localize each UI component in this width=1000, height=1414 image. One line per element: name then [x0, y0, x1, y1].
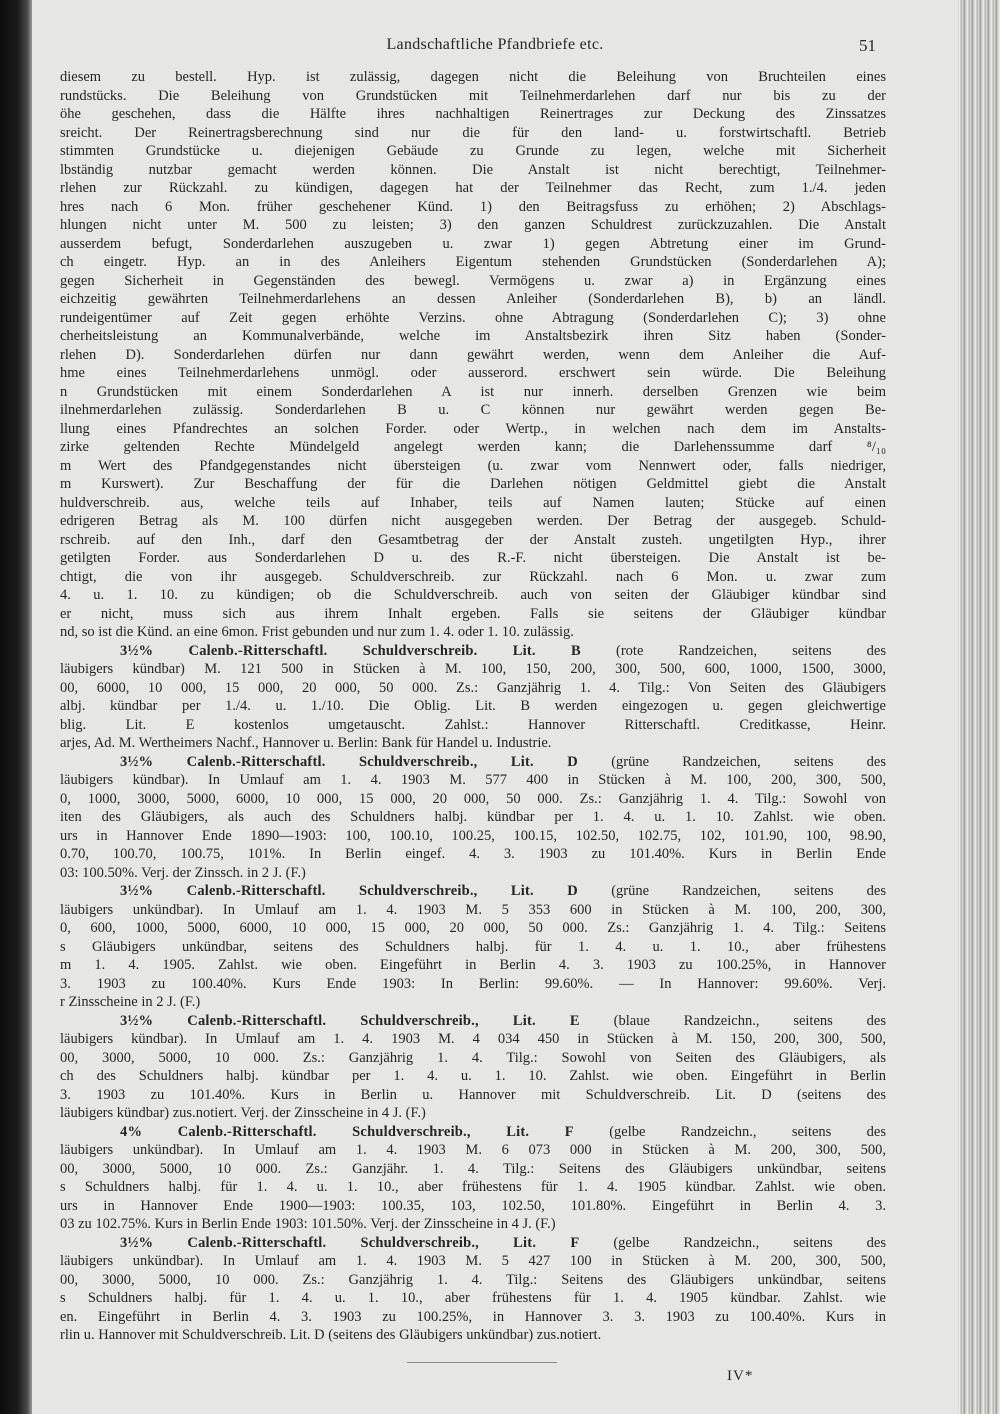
- text-line: 03 zu 102.75%. Kurs in Berlin Ende 1903: 101.50%. Verj. der Zinsscheine in 4 J. (F.): [60, 1216, 556, 1232]
- text-line: läubigers kündbar). In Umlauf am 1. 4. 1903 M. 4 034 450 in Stücken à M. 150, 200, 300, 500,: [60, 1031, 886, 1047]
- bond-heading-rest: (grüne Randzeichen, seitens des: [577, 883, 886, 899]
- bond-heading: [60, 642, 886, 661]
- text-line: urs in Hannover Ende 1890—1903: 100, 100.10, 100.25, 100.15, 102.50, 102.75, 102, 101.90, 100, 98.90,: [60, 827, 886, 844]
- text-line: läubigers kündbar) M. 121 500 in Stücken à M. 100, 150, 200, 300, 500, 600, 1000, 1500, 3000,: [60, 661, 886, 677]
- text-line: s Schuldners halbj. für 1. 4. u. 1. 10., aber frühestens für 1. 4. 1905 kündbar. Zahlst. wie: [60, 1290, 886, 1306]
- bond-title: 3½% Calenb.-Ritterschaftl. Schuldverschreib., Lit. D: [120, 753, 578, 770]
- bond-title: 3½% Calenb.-Ritterschaftl. Schuldverschreib., Lit. E: [120, 1012, 580, 1029]
- text-line: m Kurswert). Zur Beschaffung der für die Darlehen nötigen Geldmittel giebt die Anstalt: [60, 476, 886, 492]
- text-line: 0.70, 100.70, 100.75, 101%. In Berlin eingef. 4. 3. 1903 zu 101.40%. Kurs in Berlin Ende: [60, 846, 886, 862]
- text-line: llung eines Pfandrechtes an solchen Forder. oder Wertp., in welchen nach dem im Anstalts-: [60, 420, 886, 437]
- page-header: [32, 36, 958, 60]
- text-line: diesem zu bestell. Hyp. ist zulässig, dagegen nicht die Beleihung von Bruchteilen eines: [60, 69, 886, 85]
- text-line: läubigers unkündbar). In Umlauf am 1. 4. 1903 M. 5 427 100 in Stücken à M. 200, 300, 500,: [60, 1253, 886, 1269]
- text-line: huldverschreib. aus, welche teils auf Inhaber, teils auf Namen lauten; Stücke auf einen: [60, 494, 886, 511]
- text-line: m Wert des Pfandgegenstandes nicht übersteigen (u. zwar vom Nennwert oder, falls niedriger,: [60, 457, 886, 474]
- bond-heading: [60, 753, 886, 772]
- text-line: er nicht, muss sich aus ihrem Inhalt ergeben. Falls sie seitens der Gläubiger kündbar: [60, 605, 886, 622]
- text-line: 03: 100.50%. Verj. der Zinssch. in 2 J. (F.): [60, 864, 306, 881]
- text-line: rlehen zur Rückzahl. zu kündigen, dagegen hat der Teilnehmer das Recht, zum 1./4. jeden: [60, 180, 886, 196]
- text-line: rschreib. auf den Inh., darf den Gesamtbetrag der der Anstalt zusteh. ungetilgten Hyp., ihrer: [60, 531, 886, 548]
- bond-heading: [60, 1012, 886, 1031]
- text-line: chtigt, die von ihr ausgegeb. Schuldverschreib. zur Rückzahl. nach 6 Mon. u. zwar zum: [60, 568, 886, 585]
- text-line: lbständig nutzbar gemacht werden können. Die Anstalt ist nicht berechtigt, Teilnehmer-: [60, 161, 886, 178]
- bond-title: 3½% Calenb.-Ritterschaftl. Schuldverschreib. Lit. B: [120, 642, 581, 659]
- text-line: rundstücks. Die Beleihung von Grundstücken mit Teilnehmerdarlehen darf nur bis zu der: [60, 87, 886, 104]
- text-line: s Schuldners halbj. für 1. 4. u. 1. 10., aber frühestens für 1. 4. 1905 kündbar. Zahlst. wie oben.: [60, 1179, 886, 1195]
- text-line: 00, 3000, 5000, 10 000. Zs.: Ganzjährig 1. 4. Tilg.: Sowohl von Seiten des Gläubigers, als: [60, 1049, 886, 1066]
- text-line: 00, 3000, 5000, 10 000. Zs.: Ganzjährig 1. 4. Tilg.: Seitens des Gläubigers unkündbar, seitens: [60, 1271, 886, 1288]
- text-line: stimmten Grundstücke u. diejenigen Gebäude zu Grunde zu legen, welche mit Sicherheit: [60, 143, 886, 159]
- text-line: albj. kündbar per 1./4. u. 1./10. Die Oblig. Lit. B werden eingezogen u. gegen gleichwertige: [60, 698, 886, 714]
- text-line: läubigers unkündbar). In Umlauf am 1. 4. 1903 M. 6 073 000 in Stücken à M. 200, 300, 500,: [60, 1142, 886, 1158]
- text-line: ch eingetr. Hyp. an in des Anleihers Eigentum stehenden Grundstücken (Sonderdarlehen A);: [60, 254, 886, 270]
- page: [32, 0, 958, 1414]
- text-column: [60, 68, 886, 1345]
- text-line: 0, 600, 1000, 5000, 6000, 10 000, 15 000, 20 000, 50 000. Zs.: Ganzjährig 1. 4. Tilg.: Seitens: [60, 920, 886, 936]
- scan-left-edge: [0, 0, 32, 1414]
- text-line: zirke geltenden Rechte Mündelgeld angelegt werden kann; die Darlehenssumme darf ⁸/₁₀: [60, 439, 886, 455]
- text-line: läubigers kündbar) zus.notiert. Verj. der Zinsscheine in 4 J. (F.): [60, 1105, 426, 1121]
- bond-title: 3½% Calenb.-Ritterschaftl. Schuldverschreib., Lit. D: [120, 883, 578, 899]
- text-line: gegen Sicherheit in Gegenständen des bewegl. Vermögens u. zwar a) in Ergänzung eines: [60, 272, 886, 289]
- text-line: 4. u. 1. 10. zu kündigen; ob die Schuldverschreib. auch von seiten der Gläubiger kündbar sind: [60, 587, 886, 603]
- bond-heading-rest: (rote Randzeichen, seitens des: [580, 642, 886, 659]
- text-line: blig. Lit. E kostenlos umgetauscht. Zahlst.: Hannover Ritterschaftl. Creditkasse, Heinr.: [60, 716, 886, 733]
- text-line: sreicht. Der Reinertragsberechnung sind nur die für den land- u. forstwirtschaftl. Betrieb: [60, 124, 886, 141]
- text-line: 3. 1903 zu 100.40%. Kurs Ende 1903: In Berlin: 99.60%. — In Hannover: 99.60%. Verj.: [60, 975, 886, 992]
- text-line: eichzeitig gewährten Teilnehmerdarlehens an dessen Anleiher (Sonderdarlehen B), b) an ländl.: [60, 291, 886, 307]
- text-line: hres nach 6 Mon. früher geschehener Künd. 1) den Beitragsfuss zu erhöhen; 2) Abschlags-: [60, 198, 886, 215]
- text-line: n Grundstücken mit einem Sonderdarlehen A ist nur innerh. derselben Grenzen wie beim: [60, 383, 886, 400]
- text-line: arjes, Ad. M. Wertheimers Nachf., Hannover u. Berlin: Bank für Handel u. Industrie.: [60, 735, 552, 751]
- text-line: ilnehmerdarlehen zulässig. Sonderdarlehen B u. C können nur gewährt werden gegen Be-: [60, 402, 886, 418]
- signature-mark: IV*: [727, 1368, 754, 1384]
- text-line: m 1. 4. 1905. Zahlst. wie oben. Eingeführt in Berlin 4. 3. 1903 zu 100.25%, in Hannover: [60, 957, 886, 973]
- bond-heading: [60, 882, 886, 901]
- text-line: urs in Hannover Ende 1900—1903: 100.35, 103, 102.50, 101.80%. Eingeführt in Berlin 4. 3.: [60, 1197, 886, 1214]
- text-line: 0, 1000, 3000, 5000, 6000, 10 000, 15 000, 20 000, 50 000. Zs.: Ganzjährig 1. 4. Tilg.: Sowohl von: [60, 790, 886, 807]
- text-line: hlungen nicht unter M. 500 zu leisten; 3) den ganzen Schuldrest zurückzuzahlen. Die Anstalt: [60, 217, 886, 233]
- text-line: nd, so ist die Künd. an eine 6mon. Frist gebunden und nur zum 1. 4. oder 1. 10. zulässig.: [60, 624, 574, 640]
- text-line: ch des Schuldners halbj. kündbar per 1. 4. u. 1. 10. Zahlst. wie oben. Eingeführt in Berlin: [60, 1068, 886, 1084]
- text-line: getilgten Forder. aus Sonderdarlehen D u. des R.-F. nicht übersteigen. Die Anstalt ist be-: [60, 550, 886, 566]
- text-line: rlehen D). Sonderdarlehen dürfen nur dann gewährt werden, wenn dem Anleiher die Auf-: [60, 346, 886, 363]
- bond-heading-rest: (gelbe Randzeichn., seitens des: [579, 1234, 886, 1251]
- text-line: edrigeren Betrag als M. 100 dürfen nicht ausgegeben werden. Der Betrag der ausgegeb. Schuld-: [60, 513, 886, 529]
- text-line: öhe geschehen, dass die Hälfte ihres nachhaltigen Reinertrages zur Deckung des Zinssatzes: [60, 106, 886, 122]
- bond-title: 3½% Calenb.-Ritterschaftl. Schuldverschreib., Lit. F: [120, 1234, 580, 1251]
- bond-heading: [60, 1123, 886, 1142]
- text-line: läubigers unkündbar). In Umlauf am 1. 4. 1903 M. 5 353 600 in Stücken à M. 100, 200, 300,: [60, 901, 886, 918]
- text-line: ausserdem befugt, Sonderdarlehen auszugeben u. zwar 1) gegen Abtretung einer im Grund-: [60, 235, 886, 252]
- bond-heading-rest: (grüne Randzeichen, seitens des: [577, 753, 886, 770]
- text-line: rundeigentümer auf Zeit gegen erhöhte Verzins. ohne Abtragung (Sonderdarlehen C); 3) ohne: [60, 309, 886, 326]
- text-line: r Zinsscheine in 2 J. (F.): [60, 994, 201, 1010]
- text-line: en. Eingeführt in Berlin 4. 3. 1903 zu 100.25%, in Hannover 3. 3. 1903 zu 100.40%. Kurs in: [60, 1308, 886, 1325]
- bond-heading-rest: (blaue Randzeichn., seitens des: [579, 1012, 886, 1029]
- text-line: s Gläubigers unkündbar, seitens des Schuldners halbj. für 1. 4. u. 1. 10., aber frühestens: [60, 938, 886, 955]
- bond-heading: [60, 1234, 886, 1253]
- text-line: 00, 6000, 10 000, 15 000, 20 000, 50 000. Zs.: Ganzjährig 1. 4. Tilg.: Von Seiten des Gläubigers: [60, 679, 886, 696]
- page-number: 51: [859, 36, 876, 55]
- text-line: iten des Gläubigers, als auch des Schuldners halbj. kündbar per 1. 4. u. 1. 10. Zahlst. wie oben.: [60, 809, 886, 825]
- text-line: rlin u. Hannover mit Schuldverschreib. Lit. D (seitens des Gläubigers unkündbar) zus.notiert.: [60, 1327, 602, 1343]
- text-line: 3. 1903 zu 101.40%. Kurs in Berlin u. Hannover mit Schuldverschreib. Lit. D (seitens des: [60, 1086, 886, 1103]
- text-line: cherheitsleistung an Kommunalverbände, welche im Anstaltsbezirk ihren Sitz haben (Sonder-: [60, 328, 886, 344]
- text-line: 00, 3000, 5000, 10 000. Zs.: Ganzjähr. 1. 4. Tilg.: Seitens des Gläubigers unkündbar, seitens: [60, 1160, 886, 1177]
- footer-rule: [407, 1362, 557, 1363]
- running-title: Landschaftliche Pfandbriefe etc.: [386, 36, 604, 53]
- scan-right-edge: [958, 0, 1000, 1414]
- text-line: läubigers kündbar). In Umlauf am 1. 4. 1903 M. 577 400 in Stücken à M. 100, 200, 300, 500,: [60, 772, 886, 788]
- bond-title: 4% Calenb.-Ritterschaftl. Schuldverschreib., Lit. F: [120, 1123, 574, 1140]
- bond-heading-rest: (gelbe Randzeichn., seitens des: [573, 1123, 886, 1140]
- text-line: hme eines Teilnehmerdarlehens unmögl. oder ausserord. erschwert sein würde. Die Beleihung: [60, 365, 886, 381]
